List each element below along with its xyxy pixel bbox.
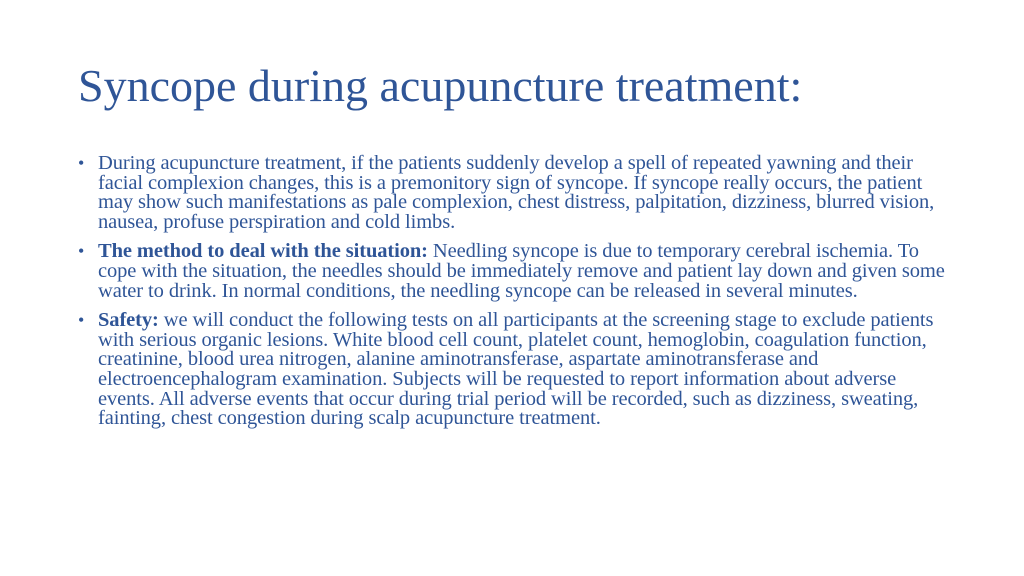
bullet-marker: • [78,310,85,331]
bullet-text: During acupuncture treatment, if the patients suddenly develop a spell of repeated yawning and their facial complexion changes, this is a premonitory sign of syncope. If syncope really occurs, the patient may show such manifestations as pale complexion, chest distress, palpitation, dizziness, blurred vision, nausea, profuse perspiration and cold limbs. [98,152,935,233]
bullet-text: we will conduct the following tests on all participants at the screening stage to exclude patients with serious organic lesions. White blood cell count, platelet count, hemoglobin, coagulation function, creatinine, blood urea nitrogen, alanine aminotransferase, aspartate aminotransferase and electroencephalogram examination. Subjects will be requested to report information about adverse events. All adverse events that occur during trial period will be recorded, such as dizziness, sweating, fainting, chest congestion during scalp acupuncture treatment. [98,309,934,430]
bullet-lead: The method to deal with the situation: [98,240,428,263]
bullet-item [78,311,948,429]
bullet-lead: Safety: [98,309,159,332]
bullet-marker: • [78,153,85,173]
bullet-item [78,242,948,301]
bullet-item [78,154,948,232]
slide-title: Syncope during acupuncture treatment: [78,60,803,111]
bullet-list [78,154,948,439]
bullet-text: Needling syncope is due to temporary cerebral ischemia. To cope with the situation, the needles should be immediately remove and patient lay down and given some water to drink. In normal conditions, the needling syncope can be released in several minutes. [98,240,945,302]
bullet-marker: • [78,241,85,262]
